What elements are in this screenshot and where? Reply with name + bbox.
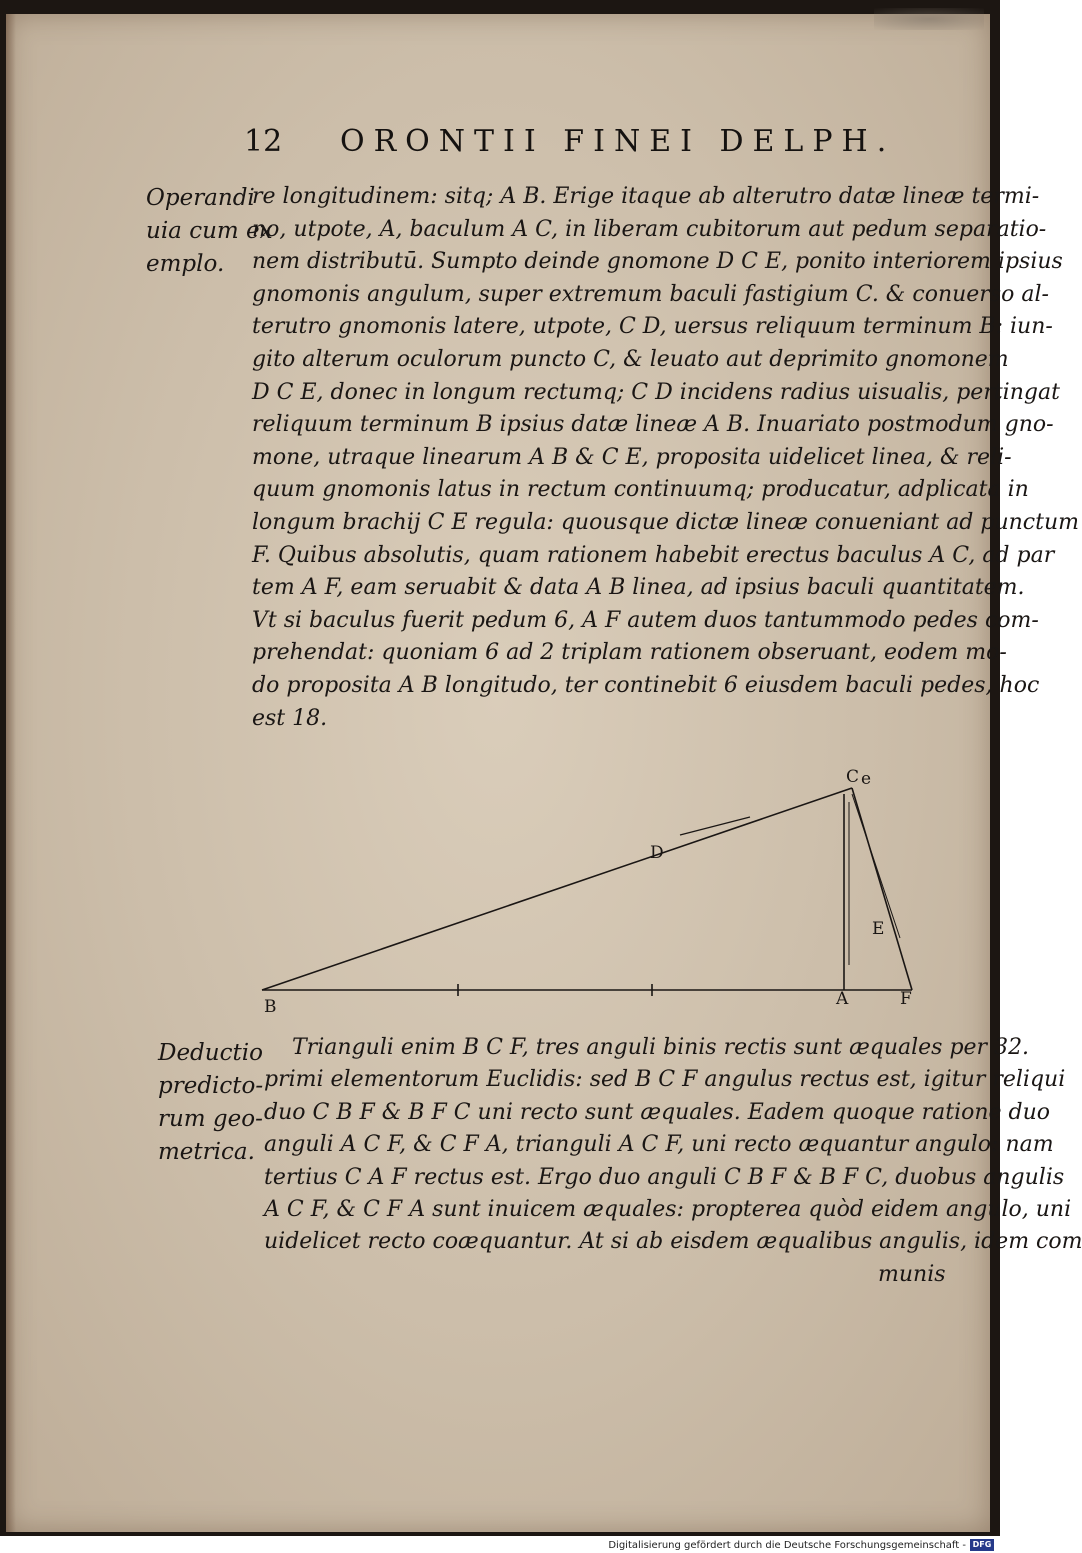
label-A: A	[836, 989, 849, 1009]
label-e-top: e	[861, 769, 872, 789]
text-line: no, utpote, A, baculum A C, in liberam cubitorum aut pedum separatio-	[252, 216, 1047, 242]
text-line: terutro gnomonis latere, utpote, C D, uersus reliquum terminum B: iun-	[252, 314, 1053, 340]
margin-note-deductio: Deductio predicto- rum geo- metrica.	[158, 1040, 264, 1165]
page-header	[244, 124, 924, 170]
label-E: E	[872, 919, 885, 939]
gnomon-edge-E	[852, 794, 900, 938]
text-line: primi elementorum Euclidis: sed B C F angulus rectus est, igitur reliqui	[264, 1067, 1066, 1093]
scan-smudge	[874, 8, 984, 30]
running-head: ORONTII FINEI DELPH.	[340, 124, 896, 159]
text-line: A C F, & C F A sunt inuicem æquales: propterea quòd eidem angulo, uni	[264, 1196, 1072, 1222]
margin-note-operandi: Operandi uia cum ex emplo.	[146, 185, 273, 277]
text-line: est 18.	[252, 705, 328, 731]
text-line: gnomonis angulum, super extremum baculi fastigium C. & conuerso al-	[252, 281, 1049, 307]
page-gutter-shadow	[6, 14, 16, 1532]
label-D: D	[650, 843, 664, 863]
text-line: uidelicet recto coæquantur. At si ab eisdem æqualibus angulis, idem com	[264, 1229, 1082, 1255]
geometry-diagram	[240, 760, 940, 1025]
text-line: Vt si baculus fuerit pedum 6, A F autem duos tantummodo pedes com-	[252, 607, 1039, 633]
label-C: C	[846, 767, 860, 787]
dfg-logo: DFG	[970, 1539, 994, 1551]
text-line: reliquum terminum B ipsius datæ lineæ A B. Inuariato postmodum gno-	[252, 412, 1054, 438]
text-line: D C E, donec in longum rectumq; C D incidens radius uisualis, pertingat	[252, 379, 1060, 405]
text-line: anguli A C F, & C F A, trianguli A C F, uni recto æquantur angulo: nam	[264, 1132, 1054, 1158]
text-line: tertius C A F rectus est. Ergo duo anguli C B F & B F C, duobus angulis	[264, 1164, 1065, 1190]
line-BC	[262, 788, 852, 990]
paragraph-2	[264, 1032, 1082, 1259]
text-line: F. Quibus absolutis, quam rationem habebit erectus baculus A C, ad par	[252, 542, 1055, 568]
text-line: longum brachij C E regula: quousque dictæ lineæ conueniant ad punctum	[252, 509, 1079, 535]
catchword: munis	[878, 1262, 946, 1287]
paragraph-1	[252, 181, 1079, 735]
text-line: prehendat: quoniam 6 ad 2 triplam rationem obseruant, eodem mo-	[252, 640, 1007, 666]
text-line: tem A F, eam seruabit & data A B linea, ad ipsius baculi quantitatem.	[252, 575, 1025, 601]
page-number: 12	[244, 124, 283, 159]
text-line: quum gnomonis latus in rectum continuumq; producatur, adplicata in	[252, 477, 1029, 503]
text-line: gito alterum oculorum puncto C, & leuato aut deprimito gnomonem	[252, 346, 1009, 372]
text-line: nem distributū. Sumpto deinde gnomone D C E, ponito interiorem ipsius	[252, 249, 1063, 275]
label-F: F	[900, 989, 912, 1009]
text-line: Trianguli enim B C F, tres anguli binis rectis sunt æquales per 32.	[292, 1035, 1030, 1060]
digitization-credit: Digitalisierung gefördert durch die Deutsche Forschungsgemeinschaft -	[608, 1540, 966, 1551]
line-CF	[852, 788, 912, 990]
text-line: mone, utraque linearum A B & C E, proposita uidelicet linea, & reli-	[252, 444, 1012, 470]
text-line: do proposita A B longitudo, ter continebit 6 eiusdem baculi pedes, hoc	[252, 672, 1040, 698]
label-B: B	[264, 997, 277, 1017]
text-line: re longitudinem: sitq; A B. Erige itaque ab alterutro datæ lineæ termi-	[252, 184, 1040, 209]
text-line: duo C B F & B F C uni recto sunt æquales. Eadem quoque ratione duo	[264, 1099, 1051, 1125]
